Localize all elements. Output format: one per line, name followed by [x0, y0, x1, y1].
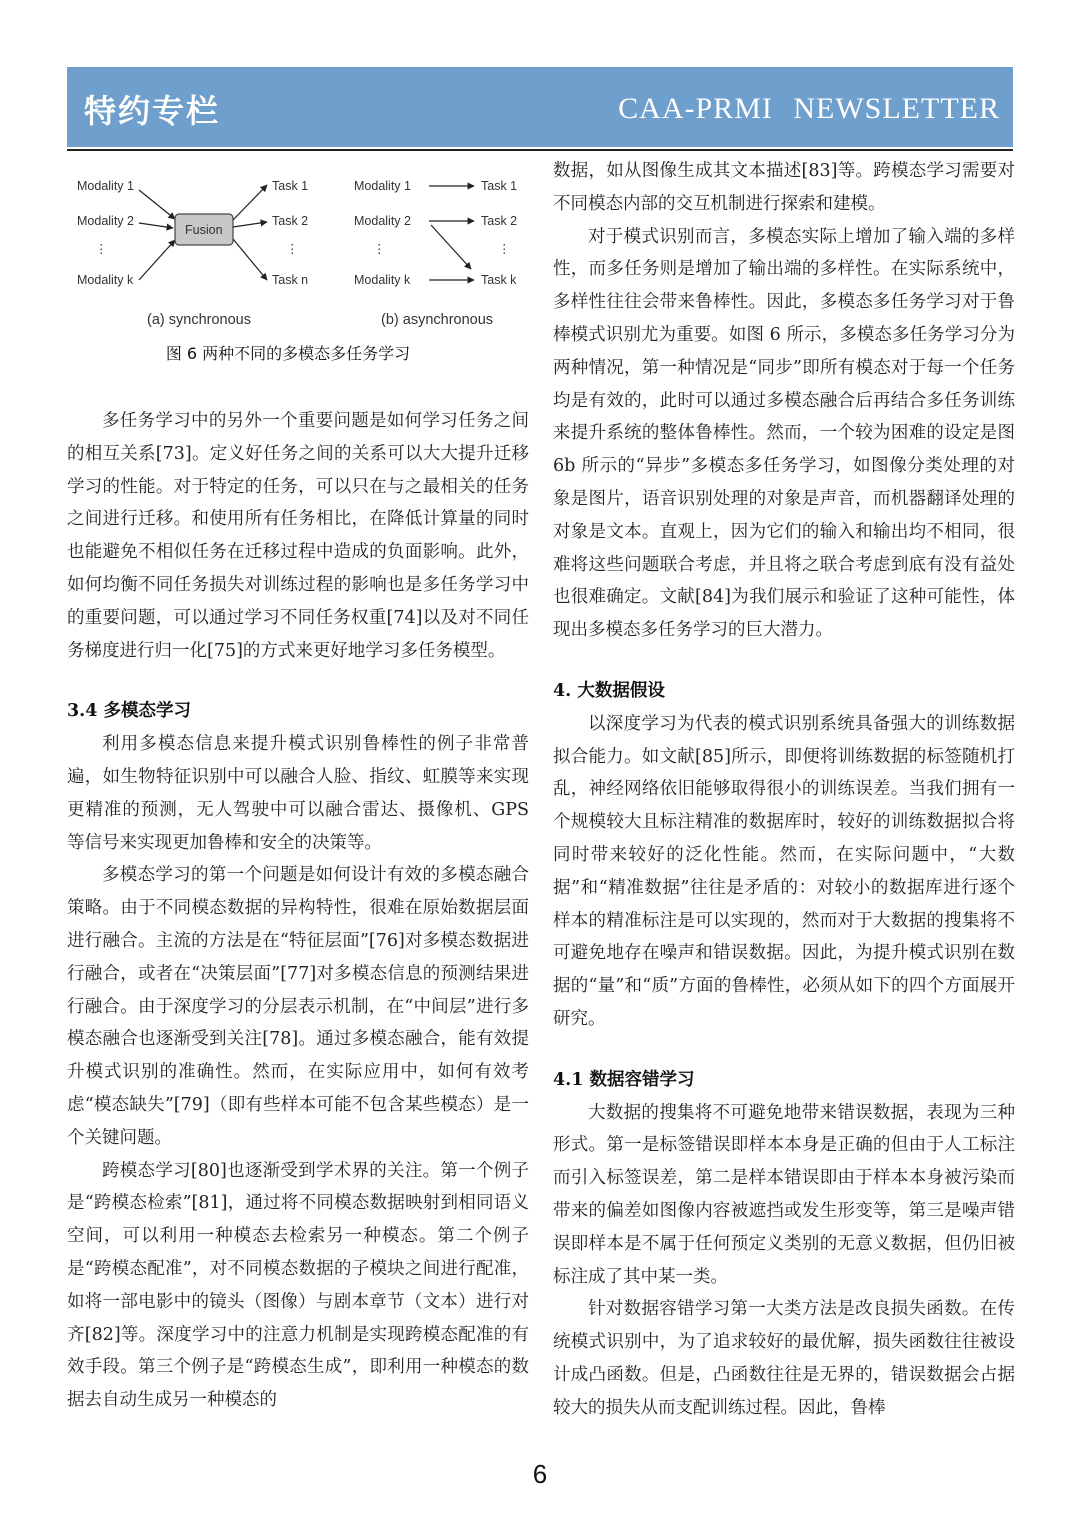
dots-right: ⋮ — [286, 242, 299, 256]
arrow-mk-fusion — [139, 240, 175, 280]
modality-k-label-b: Modality k — [354, 273, 411, 287]
modality-2-label-b: Modality 2 — [354, 214, 411, 228]
arrow-m2-taskk — [431, 225, 471, 269]
header-divider — [67, 149, 1013, 151]
task-2-label-b: Task 2 — [481, 214, 518, 228]
column-title: 特约专栏 — [84, 92, 221, 130]
task-2-label: Task 2 — [272, 214, 309, 228]
paragraph: 数据，如从图像生成其文本描述[83]等。跨模态学习需要对不同模态内部的交互机制进行探索和建模。 — [553, 161, 1015, 214]
paragraph: 针对数据容错学习第一大类方法是改良损失函数。在传统模式识别中，为了追求较好的最优解，损失函数往往被设计成凸函数。但是，凸函数往往是无界的，错误数据会占据较大的损失从而支配训练过程。因此，鲁棒 — [553, 1299, 1015, 1418]
section-heading-4-1: 4.1 数据容错学习 — [553, 1069, 695, 1090]
task-1-label-b: Task 1 — [481, 179, 518, 193]
dots-right-b: ⋮ — [498, 242, 511, 256]
modality-1-label-b: Modality 1 — [354, 179, 411, 193]
fusion-label: Fusion — [185, 223, 223, 237]
page-number: 6 — [532, 1459, 548, 1489]
task-k-label-b: Task k — [481, 273, 517, 287]
newsletter-title: CAA-PRMI NEWSLETTER — [618, 92, 1000, 125]
figure-caption: 图 6 两种不同的多模态多任务学习 — [165, 344, 411, 363]
task-n-label: Task n — [272, 273, 309, 287]
dots-left: ⋮ — [95, 242, 108, 256]
paragraph: 多模态学习的第一个问题是如何设计有效的多模态融合策略。由于不同模态数据的异构特性，很难在原始数据层面进行融合。主流的方法是在“特征层面”[76]对多模态数据进行融合，或者在“决策层面”[77]对多模态信息的预测结果进行融合。由于深度学习的分层表示机制，在“中间层”进行多模态融合也逐渐受到关注[78]。通过多模态融合，能有效提升模式识别的准确性。然而，在实际应用中，如何有效考虑“模态缺失”[79]（即有些样本可能不包含某些模态）是一个关键问题。 — [67, 865, 529, 1148]
dots-left-b: ⋮ — [373, 242, 386, 256]
section-heading-3-4: 3.4 多模态学习 — [67, 701, 192, 722]
paragraph: 利用多模态信息来提升模式识别鲁棒性的例子非常普遍，如生物特征识别中可以融合人脸、指纹、虹膜等来实现更精准的预测，无人驾驶中可以融合雷达、摄像机、GPS 等信号来实现更加鲁棒和安全的决策等。 — [67, 734, 529, 853]
right-column — [553, 155, 1015, 1424]
arrow-fusion-task1 — [233, 185, 267, 220]
synchronous-label: (a) synchronous — [147, 312, 251, 328]
paragraph: 大数据的搜集将不可避免地带来错误数据，表现为三种形式。第一是标签错误即样本本身是正确的但由于人工标注而引入标签误差，第二是样本错误即由于样本本身被污染而带来的偏差如图像内容被遮挡或发生形变等，第三是噪声错误即样本是不属于任何预定义类别的无意义数据，但仍旧被标注成了其中某一类。 — [553, 1102, 1015, 1287]
modality-2-label: Modality 2 — [77, 214, 134, 228]
arrow-fusion-task2 — [233, 222, 267, 227]
asynchronous-label: (b) asynchronous — [381, 312, 494, 328]
paragraph: 对于模式识别而言，多模态实际上增加了输入端的多样性，而多任务则是增加了输出端的多样性。在实际系统中，多样性往往会带来鲁棒性。因此，多模态多任务学习对于鲁棒模式识别尤为重要。如图 6 所示，多模态多任务学习分为两种情况，第一种情况是“同步”即所有模态对于每一个任务均是有效的，此时可以通过多模态融合后再结合多任务训练来提升系统的整体鲁棒性。然而，一个较为困难的设定是图 6b 所示的“异步”多模态多任务学习，如图像分类处理的对象是图片，语音识别处理的对象是声音，而机器翻译处理的对象是文本。直观上，因为它们的输入和输出均不相同，很难将这些问题联合考虑，并且将之联合考虑到底有没有益处也很难确定。文献[84]为我们展示和验证了这种可能性，体现出多模态多任务学习的巨大潜力。 — [553, 226, 1015, 641]
left-column — [67, 405, 529, 1417]
modality-1-label: Modality 1 — [77, 179, 134, 193]
paragraph: 以深度学习为代表的模式识别系统具备强大的训练数据拟合能力。如文献[85]所示，即便将训练数据的标签随机打乱，神经网络依旧能够取得很小的训练误差。当我们拥有一个规模较大且标注精准的数据库时，较好的训练数据拟合将同时带来较好的泛化性能。然而，在实际问题中，“大数据”和“精准数据”往往是矛盾的：对较小的数据库进行逐个样本的精准标注是可以实现的，然而对于大数据的搜集将不可避免地存在噪声和错误数据。因此，为提升模式识别在数据的“量”和“质”方面的鲁棒性，必须从如下的四个方面展开研究。 — [553, 713, 1015, 1029]
synchronous-diagram — [77, 179, 308, 328]
arrow-fusion-taskn — [233, 239, 267, 280]
arrow-m1-fusion — [139, 190, 175, 219]
arrow-m2-fusion — [139, 223, 173, 228]
task-1-label: Task 1 — [272, 179, 309, 193]
paragraph: 多任务学习中的另外一个重要问题是如何学习任务之间的相互关系[73]。定义好任务之间的关系可以大大提升迁移学习的性能。对于特定的任务，可以只在与之最相关的任务之间进行迁移。和使用所有任务相比，在降低计算量的同时也能避免不相似任务在迁移过程中造成的负面影响。此外，如何均衡不同任务损失对训练过程的影响也是多任务学习中的重要问题，可以通过学习不同任务权重[74]以及对不同任务梯度进行归一化[75]的方式来更好地学习多任务模型。 — [67, 411, 529, 661]
asynchronous-diagram — [354, 179, 517, 328]
modality-k-label: Modality k — [77, 273, 134, 287]
paragraph: 跨模态学习[80]也逐渐受到学术界的关注。第一个例子是“跨模态检索”[81]，通过将不同模态数据映射到相同语义空间，可以利用一种模态去检索另一种模态。第二个例子是“跨模态配准”，对不同模态数据的子模块之间进行配准，如将一部电影中的镜头（图像）与剧本章节（文本）进行对齐[82]等。深度学习中的注意力机制是实现跨模态配准的有效手段。第三个例子是“跨模态生成”，即利用一种模态的数据去自动生成另一种模态的 — [67, 1160, 529, 1411]
section-heading-4: 4. 大数据假设 — [553, 680, 665, 701]
